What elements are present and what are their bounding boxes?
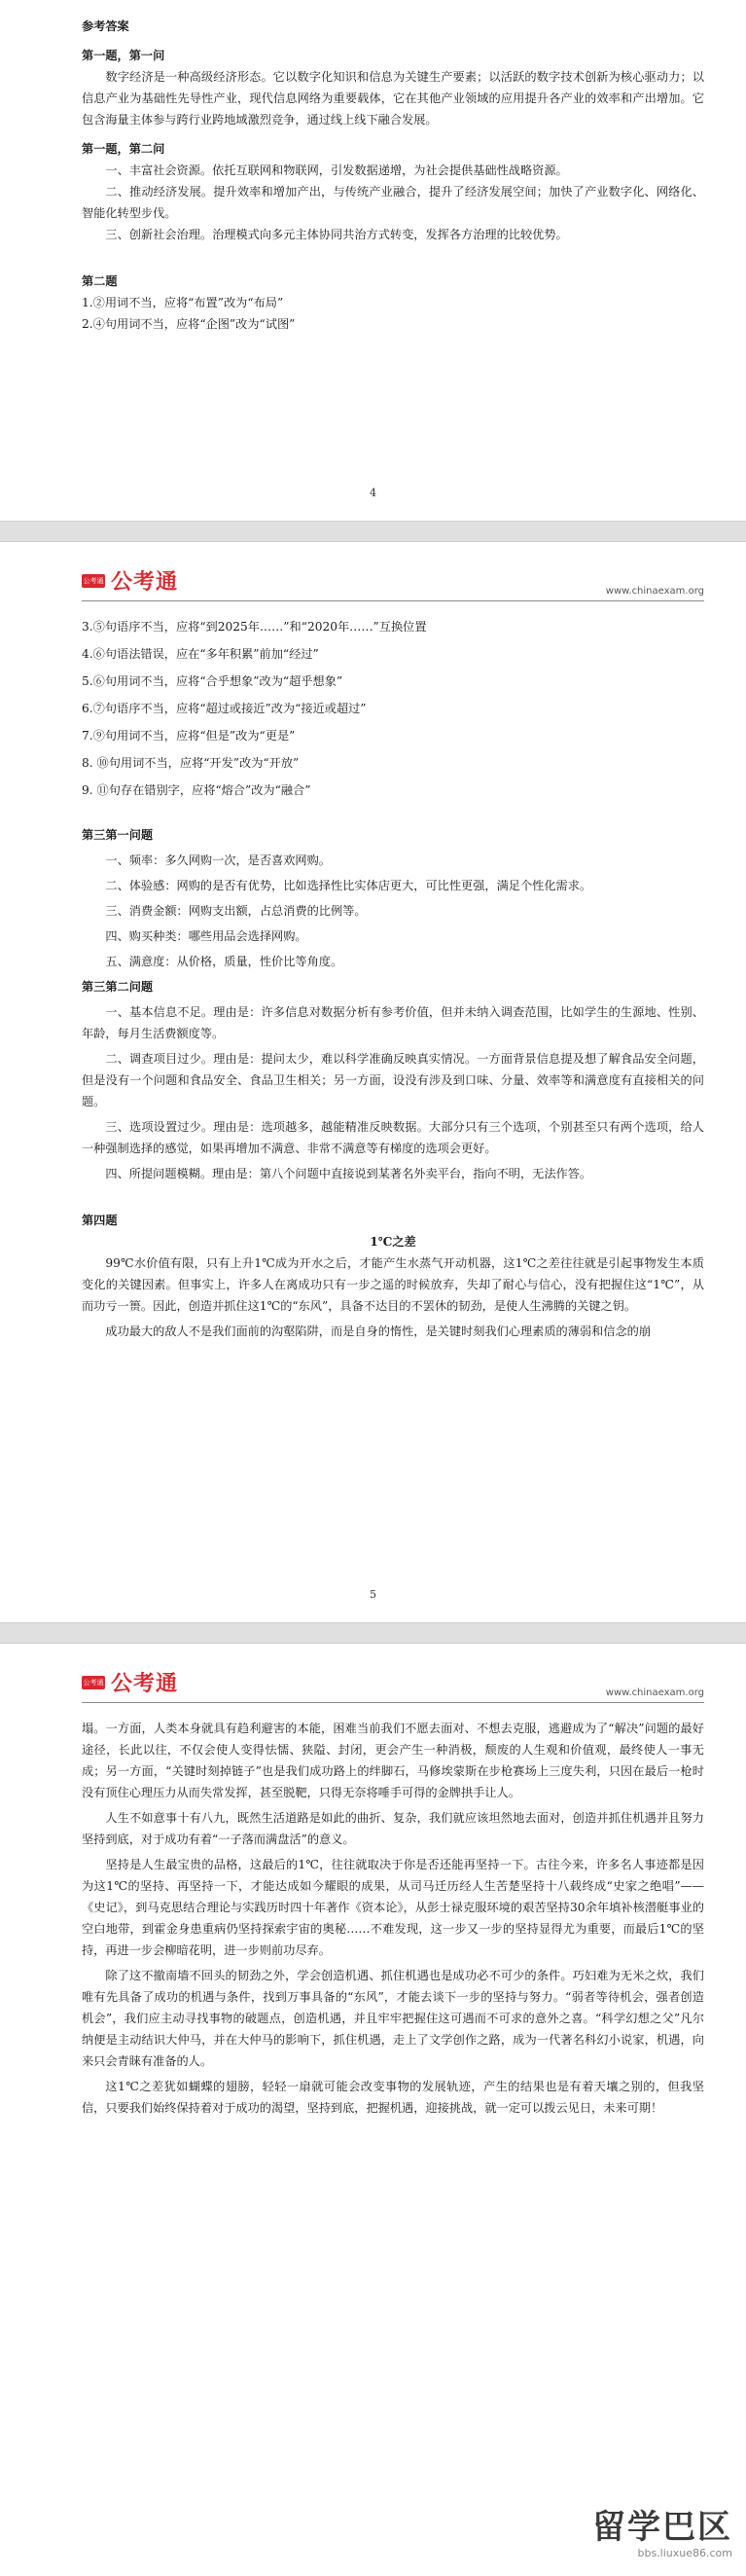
q4-heading: 第四题 bbox=[82, 1214, 118, 1227]
q3-2-item: 一、基本信息不足。理由是：许多信息对数据分析有参考价值，但并未纳入调查范围，比如学生的生源地、性别、年龄，每月生活费额度等。 bbox=[82, 1005, 704, 1040]
q2-item: 8. ⑩句用词不当，应将“开发”改为“开放” bbox=[82, 756, 300, 770]
page-2 bbox=[0, 542, 746, 1622]
q3-1-heading: 第三第一问题 bbox=[82, 828, 154, 842]
q2-item: 3.⑤句语序不当，应将“到2025年……”和“2020年……”互换位置 bbox=[82, 620, 427, 634]
watermark-text: 留学巴区 bbox=[592, 2508, 732, 2547]
logo-icon: 公考通 bbox=[82, 574, 105, 588]
q2-heading: 第二题 bbox=[82, 274, 118, 288]
site-url: www.chinaexam.org bbox=[605, 1687, 704, 1698]
essay-paragraph: 人生不如意事十有八九，既然生活道路是如此的曲折、复杂，我们就应该坦然地去面对，创造并抓住机遇并且努力坚持到底，对于成功有着“一子落而满盘活”的意义。 bbox=[82, 1811, 704, 1846]
page-1-content bbox=[82, 16, 704, 335]
q1-1-text: 数字经济是一种高级经济形态。它以数字化知识和信息为关键生产要素；以活跃的数字技术创新为核心驱动力；以信息产业为基础性先导性产业，现代信息网络为重要载体，它在其他产业领域的应用提升各产业的效率和产出增加。它包含海量主体参与跨行业跨地域激烈竞争，通过线上线下融合发展。 bbox=[82, 70, 704, 127]
logo bbox=[82, 565, 178, 596]
q2-item: 7.⑨句用词不当，应将“但是”改为“更是” bbox=[82, 729, 296, 743]
essay-paragraph: 成功最大的敌人不是我们面前的沟壑陷阱，而是自身的惰性，是关键时刻我们心理素质的薄弱和信念的崩 bbox=[105, 1324, 652, 1338]
q2-item: 4.⑥句语法错误，应在“多年积累”前加“经过” bbox=[82, 647, 319, 661]
q3-1-item: 二、体验感：网购的是否有优势，比如选择性比实体店更大，可比性更强，满足个性化需求。 bbox=[105, 879, 592, 892]
essay-title: 1℃之差 bbox=[370, 1235, 416, 1249]
watermark-logo bbox=[548, 2508, 732, 2566]
essay-paragraph: 坚持是人生最宝贵的品格，这最后的1℃，往往就取决于你是否还能再坚持一下。古往今来，许多名人事迹都是因为这1℃的坚持、再坚持一下，才能达成如今耀眼的成果，从司马迁历经人生苦楚坚持十八载终成“史家之绝唱”——《史记》，到马克思结合理论与实践历时四十年著作《资本论》，从彭士禄克服环境的艰苦坚持30余年填补核潜艇事业的空白地带，到霍金身患重病仍坚持探索宇宙的奥秘……不难发现，这一步又一步的坚持显得尤为重要，而最后1℃的坚持，再进一步会柳暗花明，进一步则前功尽弃。 bbox=[82, 1858, 704, 1957]
logo bbox=[82, 1667, 178, 1697]
q1-1-heading: 第一题，第一问 bbox=[82, 49, 165, 62]
q2-item: 5.⑥句用词不当，应将“合乎想象”改为“超乎想象” bbox=[82, 674, 343, 688]
page-header bbox=[82, 562, 704, 601]
q3-1-item: 四、购买种类：哪些用品会选择网购。 bbox=[105, 929, 307, 943]
q2-item: 9. ⑪句存在错别字，应将“熔合”改为“融合” bbox=[82, 783, 311, 797]
q3-1-item: 五、满意度：从价格，质量，性价比等角度。 bbox=[105, 955, 343, 968]
page-number: 5 bbox=[370, 1588, 376, 1601]
page-separator bbox=[0, 1622, 746, 1644]
page-number: 4 bbox=[370, 487, 376, 499]
q1-2-item: 一、丰富社会资源。依托互联网和物联网，引发数据递增，为社会提供基础性战略资源。 bbox=[105, 163, 568, 177]
q3-2-heading: 第三第二问题 bbox=[82, 980, 154, 994]
essay-paragraph: 99℃水价值有限，只有上升1℃成为开水之后，才能产生水蒸气开动机器，这1℃之差往往就是引起事物发生本质变化的关键因素。但事实上，许多人在离成功只有一步之遥的时候放弃，失却了耐心与信心，没有把握住这“1℃”，从而功亏一篑。因此，创造并抓住这1℃的“东风”，具备不达目的不罢休的韧劲，是使人生沸腾的关键之钥。 bbox=[82, 1256, 704, 1313]
logo-icon: 公考通 bbox=[82, 1676, 105, 1689]
site-url: www.chinaexam.org bbox=[605, 586, 704, 597]
page-header bbox=[82, 1663, 704, 1703]
q1-2-item: 三、创新社会治理。治理模式向多元主体协同共治方式转变，发挥各方治理的比较优势。 bbox=[105, 228, 568, 241]
page-3-content bbox=[82, 1718, 704, 2119]
q3-1-item: 三、消费金额：网购支出额，占总消费的比例等。 bbox=[105, 904, 367, 918]
answer-title: 参考答案 bbox=[82, 19, 129, 33]
essay-paragraph: 除了这不撤南墙不回头的韧劲之外，学会创造机遇、抓住机遇也是成功必不可少的条件。巧妇难为无米之炊，我们唯有先具备了成功的机遇与条件，找到万事具备的“东风”，才能去谈下一步的坚持与努力。“弱者等待机会，强者创造机会”，我们应主动寻找事物的破题点，创造机遇，并且牢牢把握住这可遇而不可求的意外之喜。“科学幻想之父”凡尔纳便是主动结识大仲马，并在大仲马的影响下，抓住机遇，走上了文学创作之路，成为一代著名科幻小说家，机遇，向来只会青睐有准备的人。 bbox=[82, 1969, 704, 2068]
q2-item: 1.②用词不当，应将“布置”改为“布局” bbox=[82, 296, 284, 309]
page-separator bbox=[0, 521, 746, 542]
q1-2-heading: 第一题，第二问 bbox=[82, 142, 165, 156]
watermark-url: bbs.liuxue86.com bbox=[637, 2547, 732, 2559]
logo-text: 公考通 bbox=[111, 570, 179, 595]
page-1 bbox=[0, 0, 746, 521]
page-2-content bbox=[82, 616, 704, 1342]
page-3 bbox=[0, 1644, 746, 2576]
q2-item: 2.④句用词不当，应将“企图”改为“试图” bbox=[82, 317, 296, 331]
q3-2-item: 四、所提问题模糊。理由是：第八个问题中直接说到某著名外卖平台，指向不明，无法作答。 bbox=[105, 1167, 592, 1180]
essay-paragraph: 塌。一方面，人类本身就具有趋利避害的本能，困难当前我们不愿去面对、不想去克服，逃避成为了“解决”问题的最好途径，长此以往，不仅会使人变得怯懦、狭隘、封闭，更会产生一种消极，颓废的人生观和价值观，最终使人一事无成；另一方面，“关键时刻掉链子”也是我们成功路上的绊脚石，马修埃蒙斯在步枪赛场上三度失利，只因在最后一枪时没有顶住心理压力从而失常发挥，甚至脱靶，只得无奈将唾手可得的金牌拱手让人。 bbox=[82, 1722, 704, 1799]
q3-1-item: 一、频率：多久网购一次，是否喜欢网购。 bbox=[105, 853, 331, 867]
q1-2-item: 二、推动经济发展。提升效率和增加产出，与传统产业融合，提升了经济发展空间；加快了产业数字化、网络化、智能化转型步伐。 bbox=[82, 185, 704, 220]
essay-paragraph: 这1℃之差犹如蝴蝶的翅膀，轻轻一扇就可能会改变事物的发展轨迹，产生的结果也是有着天壤之别的，但我坚信，只要我们始终保持着对于成功的渴望，坚持到底，把握机遇，迎接挑战，就一定可以拨云见日，未来可期！ bbox=[82, 2080, 704, 2115]
logo-text: 公考通 bbox=[111, 1672, 179, 1696]
q2-item: 6.⑦句语序不当，应将“超过或接近”改为“接近或超过” bbox=[82, 702, 367, 715]
q3-2-item: 二、调查项目过少。理由是：提问太少，难以科学准确反映真实情况。一方面背景信息提及想了解食品安全问题，但是没有一个问题和食品安全、食品卫生相关；另一方面，设没有涉及到口味、分量、效率等和满意度有直接相关的问题。 bbox=[82, 1052, 704, 1108]
q3-2-item: 三、选项设置过少。理由是：选项越多，越能精准反映数据。大部分只有三个选项，个别甚至只有两个选项，给人一种强制选择的感觉，如果再增加不满意、非常不满意等有梯度的选项会更好。 bbox=[82, 1120, 704, 1155]
